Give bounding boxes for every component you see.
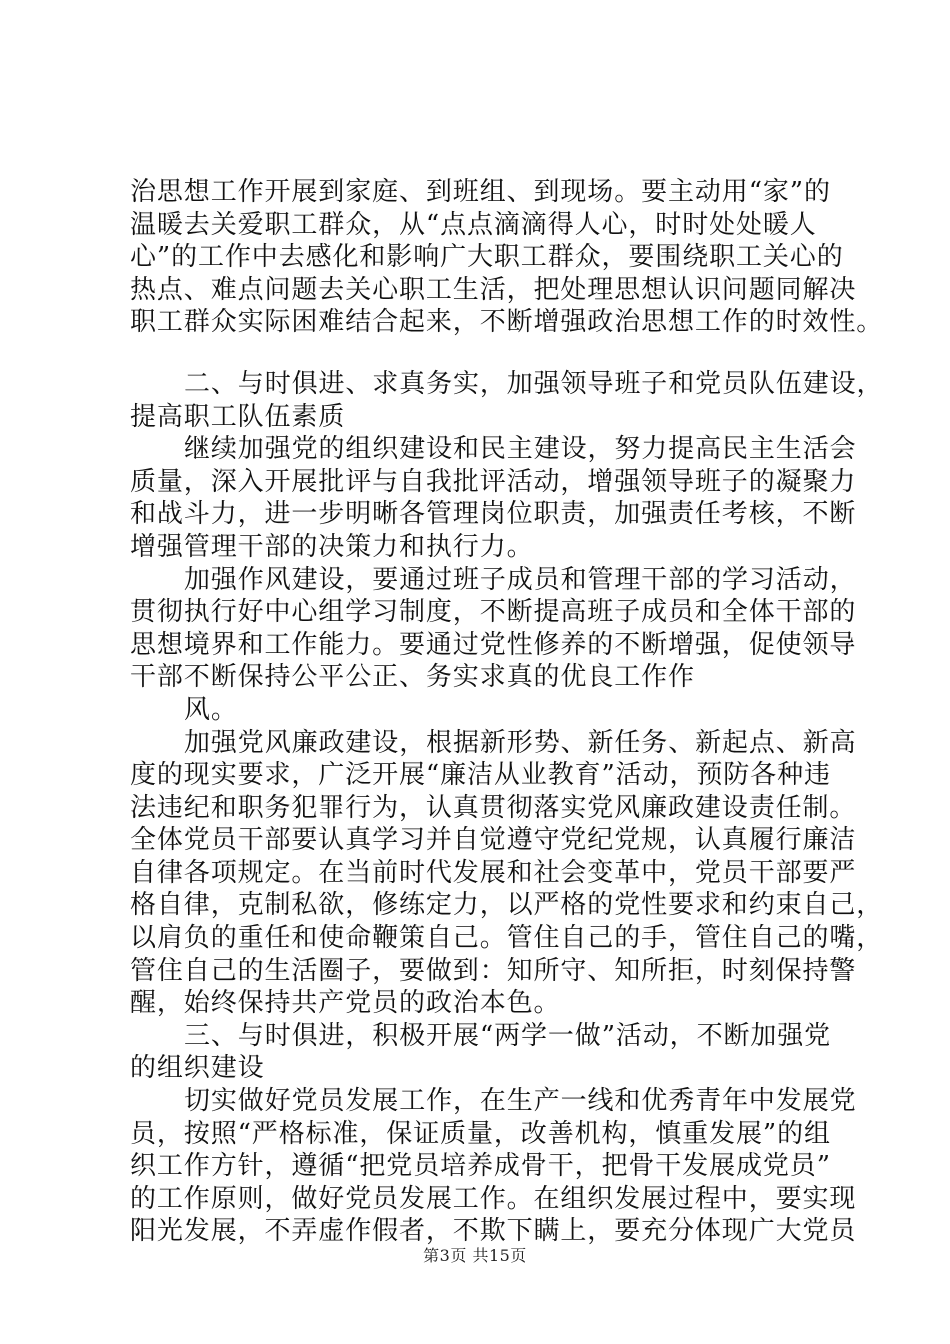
section-heading-3 [130, 1020, 832, 1085]
text-line: 加强党风廉政建设，根据新形势、新任务、新起点、新高 [184, 727, 857, 758]
paragraph-continuation [130, 176, 884, 339]
text-line: 法违纪和职务犯罪行为，认真贯彻落实党风廉政建设责任制。 [130, 792, 857, 823]
text-line: 热点、难点问题去关心职工生活，把处理思想认识问题同解决 [130, 274, 857, 305]
text-line: 度的现实要求，广泛开展“廉洁从业教育”活动，预防各种违 [130, 760, 831, 791]
text-line: 以肩负的重任和使命鞭策自己。管住自己的手，管住自己的嘴， [130, 923, 884, 954]
text-line: 加强作风建设，要通过班子成员和管理干部的学习活动， [184, 564, 857, 595]
section-heading-2 [130, 368, 884, 433]
paragraph-gap [130, 339, 820, 368]
paragraph-member-development [130, 1085, 857, 1248]
text-line: 员，按照“严格标准，保证质量，改善机构，慎重发展”的组 [130, 1118, 831, 1149]
text-line: 切实做好党员发展工作，在生产一线和优秀青年中发展党 [184, 1086, 857, 1117]
paragraph-integrity [130, 727, 884, 1020]
text-line: 风。 [184, 694, 238, 725]
text-line: 阳光发展，不弄虚作假者，不欺下瞒上，要充分体现广大党员 [130, 1216, 857, 1247]
text-line: 思想境界和工作能力。要通过党性修养的不断增强，促使领导 [130, 629, 857, 660]
heading-line: 提高职工队伍素质 [130, 401, 346, 432]
text-line: 质量，深入开展批评与自我批评活动，增强领导班子的凝聚力 [130, 466, 857, 497]
text-line: 增强管理干部的决策力和执行力。 [130, 531, 534, 562]
text-line: 贯彻执行好中心组学习制度，不断提高班子成员和全体干部的 [130, 597, 857, 628]
text-line: 格自律，克制私欲，修练定力，以严格的党性要求和约束自己， [130, 890, 884, 921]
text-line: 干部不断保持公平公正、务实求真的优良工作作 [130, 662, 695, 693]
heading-line: 三、与时俱进，积极开展“两学一做”活动，不断加强党 [184, 1020, 832, 1051]
text-line: 的工作原则，做好党员发展工作。在组织发展过程中，要实现 [130, 1183, 857, 1214]
heading-line: 二、与时俱进、求真务实，加强领导班子和党员队伍建设， [184, 368, 884, 399]
text-line: 管住自己的生活圈子，要做到：知所守、知所拒，时刻保持警 [130, 955, 857, 986]
page-number-footer: 第3页 共15页 [423, 1246, 527, 1265]
document-body [130, 176, 884, 1248]
text-line: 全体党员干部要认真学习并自觉遵守党纪党规，认真履行廉洁 [130, 825, 857, 856]
text-line: 治思想工作开展到家庭、到班组、到现场。要主动用“家”的 [130, 177, 831, 207]
paragraph-organization [130, 433, 857, 563]
text-line: 温暖去关爱职工群众，从“点点滴滴得人心，时时处处暖人 [130, 209, 817, 240]
text-line: 醒，始终保持共产党员的政治本色。 [130, 988, 561, 1019]
text-line: 和战斗力，进一步明晰各管理岗位职责，加强责任考核，不断 [130, 499, 857, 530]
paragraph-work-style [130, 564, 857, 727]
text-line: 织工作方针，遵循“把党员培养成骨干，把骨干发展成党员” [130, 1151, 831, 1182]
text-line: 自律各项规定。在当前时代发展和社会变革中，党员干部要严 [130, 857, 857, 888]
heading-line: 的组织建设 [130, 1053, 265, 1084]
text-line: 职工群众实际困难结合起来，不断增强政治思想工作的时效性。 [130, 307, 884, 338]
text-line: 心”的工作中去感化和影响广大职工群众，要围绕职工关心的 [130, 242, 844, 273]
text-line: 继续加强党的组织建设和民主建设，努力提高民主生活会 [184, 434, 857, 465]
